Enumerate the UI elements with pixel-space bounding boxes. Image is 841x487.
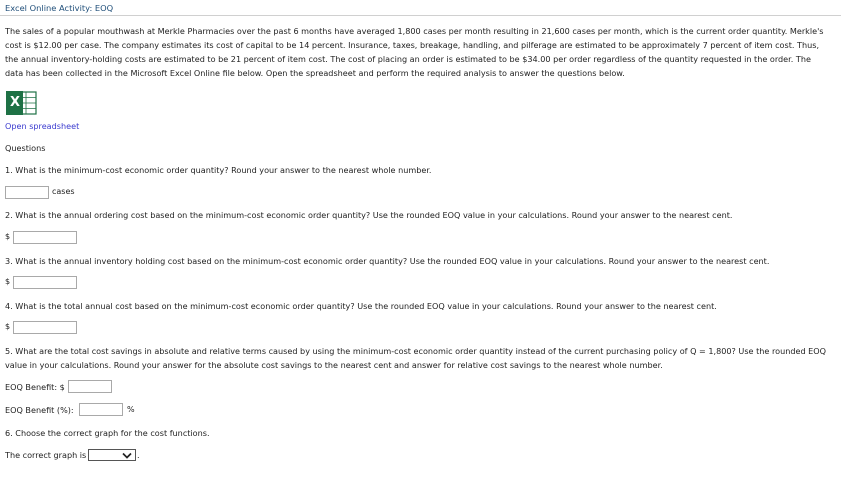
question-3-text: 3. What is the annual inventory holding cost based on the minimum-cost economic order quantity? Use the rounded EOQ value in your calculations. Round your answer to the nearest cent.: [5, 256, 770, 266]
page-title: Excel Online Activity: EOQ: [5, 3, 114, 13]
ordering-cost-dollar: $: [5, 232, 11, 241]
eoq-benefit-pct-input[interactable]: [79, 403, 123, 416]
excel-icon[interactable]: [5, 89, 37, 117]
questions-heading: Questions: [5, 143, 46, 153]
graph-select-period: .: [137, 450, 140, 460]
question-6-text: 6. Choose the correct graph for the cost functions.: [5, 428, 210, 438]
holding-cost-input[interactable]: [13, 276, 77, 289]
ordering-cost-input[interactable]: [13, 231, 77, 244]
question-2-text: 2. What is the annual ordering cost based on the minimum-cost economic order quantity? Use the rounded EOQ value in your calculations. Round your answer to the nearest cent.: [5, 210, 733, 220]
open-spreadsheet-link[interactable]: Open spreadsheet: [5, 121, 80, 131]
excel-icon-letter: X: [10, 95, 21, 110]
eoq-unit-label: cases: [52, 187, 75, 196]
graph-select[interactable]: [88, 449, 136, 461]
total-cost-dollar: $: [5, 322, 11, 331]
question-5-text: 5. What are the total cost savings in absolute and relative terms caused by using the minimum-cost economic order quantity instead of the current purchasing policy of Q = 1,800? Use the rounded EOQ value in your calculations. Round your answer for the absolute cost savings to the nearest cent and answer for relative cost savings to the nearest whole number.: [5, 346, 827, 370]
eoq-benefit-input[interactable]: [68, 380, 112, 393]
total-cost-input[interactable]: [13, 321, 77, 334]
graph-select-label: The correct graph is: [5, 450, 87, 460]
eoq-benefit-pct-label: EOQ Benefit (%):: [5, 405, 74, 415]
title-divider: [0, 15, 841, 16]
chevron-down-icon: [122, 452, 132, 459]
eoq-benefit-label: EOQ Benefit: $: [5, 382, 65, 392]
holding-cost-dollar: $: [5, 277, 11, 286]
question-1-text: 1. What is the minimum-cost economic order quantity? Round your answer to the nearest whole number.: [5, 165, 432, 175]
question-4-text: 4. What is the total annual cost based on the minimum-cost economic order quantity? Use the rounded EOQ value in your calculations. Round your answer to the nearest cent.: [5, 301, 717, 311]
eoq-input[interactable]: [5, 186, 49, 199]
pct-unit-label: %: [127, 405, 135, 414]
problem-description: The sales of a popular mouthwash at Merkle Pharmacies over the past 6 months have averaged 1,800 cases per month resulting in 21,600 cases per month, which is the current order quantity. Merkle's cost is $12.00 per case. The company estimates its cost of capital to be 14 percent. Insurance, taxes, breakage, handling, and pilferage are estimated to be approximately 7 percent of item cost. Thus, the annual inventory-holding costs are estimated to be 21 percent of item cost. The cost of placing an order is estimated to be $34.00 per order regardless of the quantity requested in the order. The data has been collected in the Microsoft Excel Online file below. Open the spreadsheet and perform the required analysis to answer the questions below.: [5, 26, 824, 78]
